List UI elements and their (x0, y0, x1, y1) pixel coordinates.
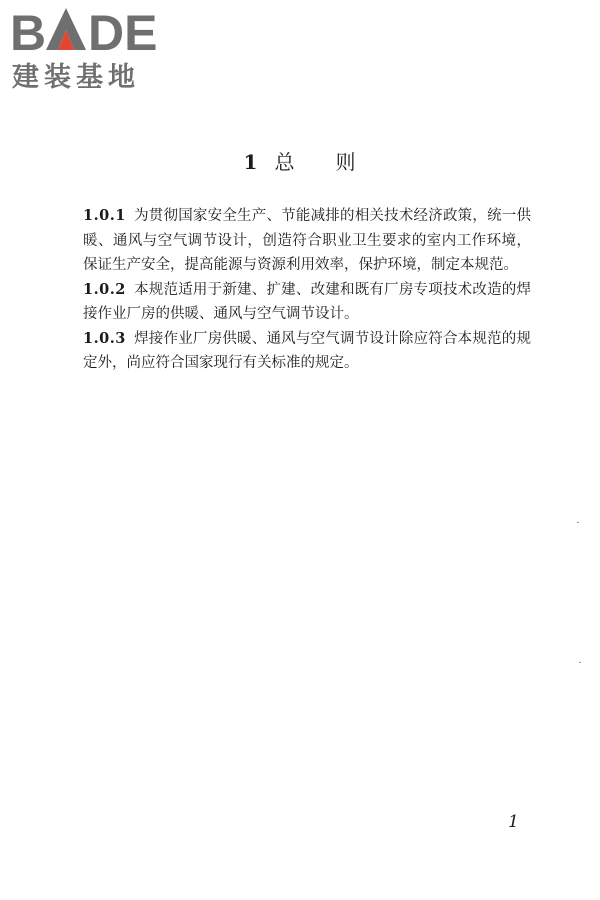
logo-tagline: 建装基地 (12, 62, 140, 90)
clause-text: 本规范适用于新建、扩建、改建和既有厂房专项技术改造的焊接作业厂房的供暖、通风与空气调节设计。 (83, 281, 531, 322)
logo-letter-b: B (10, 5, 47, 61)
clause-1-0-2 (83, 278, 531, 327)
clause-text: 为贯彻国家安全生产、节能减排的相关技术经济政策，统一供暖、通风与空气调节设计，创造符合职业卫生要求的室内工作环境，保证生产安全，提高能源与资源利用效率，保护环境，制定本规范。 (83, 208, 531, 273)
clause-1-0-1 (83, 204, 531, 278)
clause-text: 焊接作业厂房供暖、通风与空气调节设计除应符合本规范的规定外，尚应符合国家现行有关标准的规定。 (83, 330, 531, 371)
scan-speck (577, 522, 579, 523)
logo-letter-a (46, 8, 86, 50)
brand-logo (6, 4, 176, 90)
chapter-number: 1 (243, 150, 259, 174)
clauses-section (83, 204, 531, 376)
scan-speck (579, 662, 581, 663)
chapter-title-part2: 则 (335, 150, 357, 174)
clause-number: 1.0.3 (83, 329, 126, 347)
bade-logo-mark (6, 4, 176, 90)
logo-letters-de: DE (88, 5, 158, 61)
page-number: 1 (508, 812, 519, 832)
clause-1-0-3 (83, 327, 531, 376)
chapter-title-part1: 总 (274, 150, 296, 174)
chapter-title (0, 146, 600, 175)
clause-number: 1.0.2 (83, 280, 126, 298)
clause-number: 1.0.1 (83, 207, 126, 224)
